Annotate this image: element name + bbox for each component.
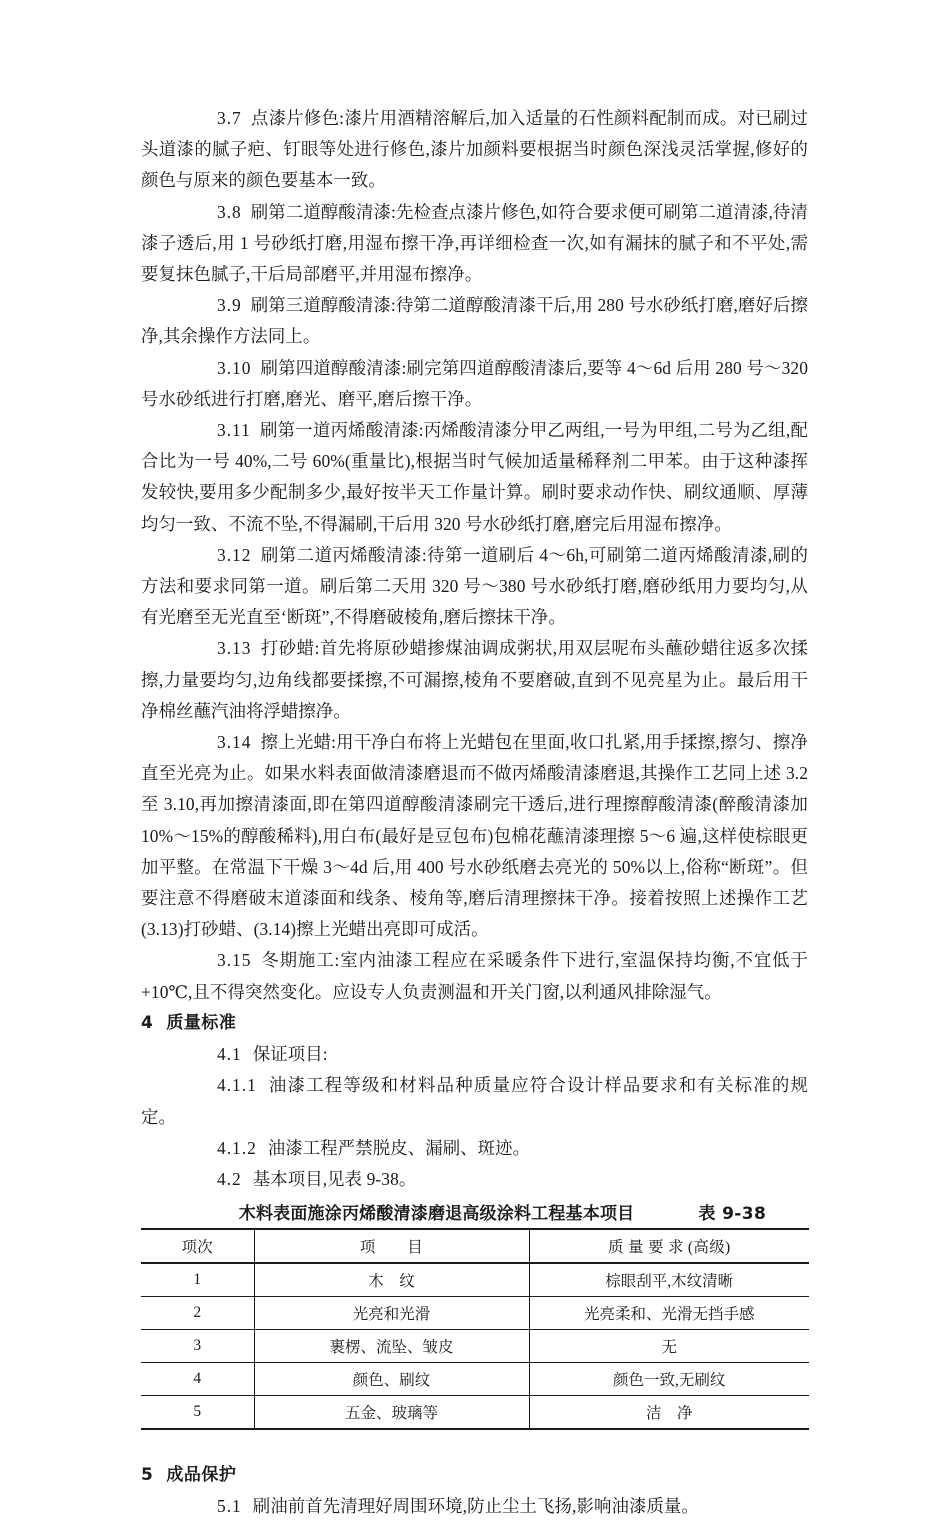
subclause-text: 油漆工程严禁脱皮、漏刷、斑迹。 [267,1137,531,1158]
subclause-4-1 [141,1039,808,1070]
subclause-number: 4.2 [217,1168,242,1189]
table-row [141,1330,809,1363]
section-title: 成品保护 [166,1465,237,1486]
clause-3-8 [141,197,808,291]
table-row [141,1297,809,1330]
subclause-text: 油漆工程等级和材料品种质量应符合设计样品要求和有关标准的规定。 [141,1075,808,1127]
table-header [141,1229,809,1263]
table-caption-number: 表 9-38 [698,1204,767,1225]
basic-items-table [141,1228,809,1430]
cell-requirement: 光亮柔和、光滑无挡手感 [529,1297,809,1330]
table-body [141,1263,809,1429]
section-number: 4 [141,1012,154,1033]
clause-text: 冬期施工:室内油漆工程应在采暖条件下进行,室温保持均衡,不宜低于+10℃,且不得突然变化。应设专人负责测温和开关门窗,以利通风排除湿气。 [141,950,808,1002]
subclause-4-1-2 [141,1133,808,1164]
cell-requirement: 颜色一致,无刷纹 [529,1363,809,1396]
cell-index: 2 [141,1297,254,1330]
clause-text: 打砂蜡:首先将原砂蜡掺煤油调成粥状,用双层呢布头蘸砂蜡往返多次揉擦,力量要均匀,边角线都要揉擦,不可漏擦,棱角不要磨破,直到不见亮星为止。最后用干净棉丝蘸汽油将浮蜡擦净。 [141,638,808,721]
clause-text: 刷第二道醇酸清漆:先检查点漆片修色,如符合要求便可刷第二道清漆,待清漆子透后,用 1 号砂纸打磨,用湿布擦干净,再详细检查一次,如有漏抹的腻子和不平处,需要复抹色腻子,干后局部磨平,并用湿布擦净。 [141,201,808,285]
cell-requirement: 棕眼刮平,木纹清晰 [529,1263,809,1297]
clause-list [141,103,808,1008]
cell-item: 裹楞、流坠、皱皮 [254,1330,529,1363]
table-caption [141,1201,808,1227]
clause-number: 3.10 [217,357,252,378]
subclause-number: 4.1.1 [217,1075,257,1096]
clause-text: 刷第一道丙烯酸清漆:丙烯酸清漆分甲乙两组,一号为甲组,二号为乙组,配合比为一号 40%,二号 60%(重量比),根据当时气候加适量稀释剂二甲苯。由于这种漆挥发较快,要用多少配制多少,最好按半天工作量计算。刷时要求动作快、刷纹通顺、厚薄均匀一致、不流不坠,不得漏刷,干后用 320 号水砂纸打磨,磨完后用湿布擦净。 [141,420,808,534]
clause-number: 3.13 [217,638,252,659]
cell-index: 4 [141,1363,254,1396]
clause-text: 刷第二道丙烯酸清漆:待第一道刷后 4〜6h,可刷第二道丙烯酸清漆,刷的方法和要求同第一道。刷后第二天用 320 号〜380 号水砂纸打磨,磨砂纸用力要均匀,从有光磨至无光直至‘断斑”,不得磨破棱角,磨后擦抹干净。 [141,544,808,628]
table-row [141,1263,809,1297]
cell-index: 1 [141,1263,254,1297]
cell-requirement: 无 [529,1330,809,1363]
table-header-index: 项次 [141,1229,254,1263]
subclause-4-2 [141,1164,808,1195]
cell-item: 颜色、刷纹 [254,1363,529,1396]
clause-text: 刷第三道醇酸清漆:待第二道醇酸清漆干后,用 280 号水砂纸打磨,磨好后擦净,其余操作方法同上。 [141,295,808,347]
table-caption-title: 木料表面施涂丙烯酸清漆磨退高级涂料工程基本项目 [238,1204,635,1225]
section-number: 5 [141,1465,154,1486]
clause-text: 点漆片修色:漆片用酒精溶解后,加入适量的石性颜料配制而成。对已刷过头道漆的腻子疤、钉眼等处进行修色,漆片加颜料要根据当时颜色深浅灵活掌握,修好的颜色与原来的颜色要基本一致。 [141,108,808,191]
clause-3-9 [141,290,808,352]
subclause-number: 5.1 [217,1496,242,1517]
table-row [141,1396,809,1430]
clause-number: 3.14 [217,732,252,753]
subclause-4-1-1 [141,1070,808,1132]
clause-3-12 [141,540,808,634]
clause-number: 3.12 [217,544,252,565]
clause-text: 擦上光蜡:用干净白布将上光蜡包在里面,收口扎紧,用手揉擦,擦匀、擦净直至光亮为止。如果水料表面做清漆磨退而不做丙烯酸清漆磨退,其操作工艺同上述 3.2 至 3.10,再加擦清漆面,即在第四道醇酸清漆刷完干透后,进行理擦醇酸清漆(醉酸清漆加 10%〜15%的醇酸稀料),用白布(最好是豆包布)包棉花蘸清漆理擦 5〜6 遍,这样使棕眼更加平整。在常温下干燥 3〜4d 后,用 400 号水砂纸磨去亮光的 50%以上,俗称“断斑”。但要注意不得磨破末道漆面和线条、棱角等,磨后清理擦抹干净。接着按照上述操作工艺(3.13)打砂蜡、(3.14)擦上光蜡出亮即可成活。 [141,732,808,940]
table-header-requirement: 质 量 要 求 (高级) [529,1229,809,1263]
table-header-row [141,1229,809,1263]
basic-items-table-block [141,1201,808,1430]
subclause-text: 刷油前首先清理好周围环境,防止尘土飞扬,影响油漆质量。 [252,1496,699,1517]
protection-item-list [141,1491,808,1522]
subclause-number: 4.1.2 [217,1137,257,1158]
cell-item: 五金、玻璃等 [254,1396,529,1430]
subclause-text: 基本项目,见表 9-38。 [252,1168,417,1189]
section-heading-quality [141,1008,808,1039]
clause-number: 3.8 [217,201,242,222]
clause-3-7 [141,103,808,197]
cell-index: 5 [141,1396,254,1430]
quality-item-list [141,1039,808,1195]
clause-number: 3.11 [217,420,251,441]
table-header-item: 项 目 [254,1229,529,1263]
section-title: 质量标准 [166,1012,237,1033]
clause-3-13 [141,633,808,727]
table-row [141,1363,809,1396]
clause-number: 3.15 [217,950,252,971]
clause-3-14 [141,727,808,945]
cell-index: 3 [141,1330,254,1363]
clause-3-15 [141,945,808,1007]
clause-number: 3.9 [217,295,242,316]
product-protection-section [141,1460,808,1522]
clause-number: 3.7 [217,108,242,128]
subclause-number: 4.1 [217,1044,242,1065]
subclause-text: 保证项目: [252,1044,328,1065]
clause-text: 刷第四道醇酸清漆:刷完第四道醇酸清漆后,要等 4〜6d 后用 280 号〜320 号水砂纸进行打磨,磨光、磨平,磨后擦干净。 [141,357,808,409]
clause-3-11 [141,415,808,540]
section-heading-protection [141,1460,808,1491]
cell-item: 木 纹 [254,1263,529,1297]
clause-3-10 [141,353,808,415]
cell-item: 光亮和光滑 [254,1297,529,1330]
cell-requirement: 洁 净 [529,1396,809,1430]
subclause-5-1 [141,1491,808,1522]
